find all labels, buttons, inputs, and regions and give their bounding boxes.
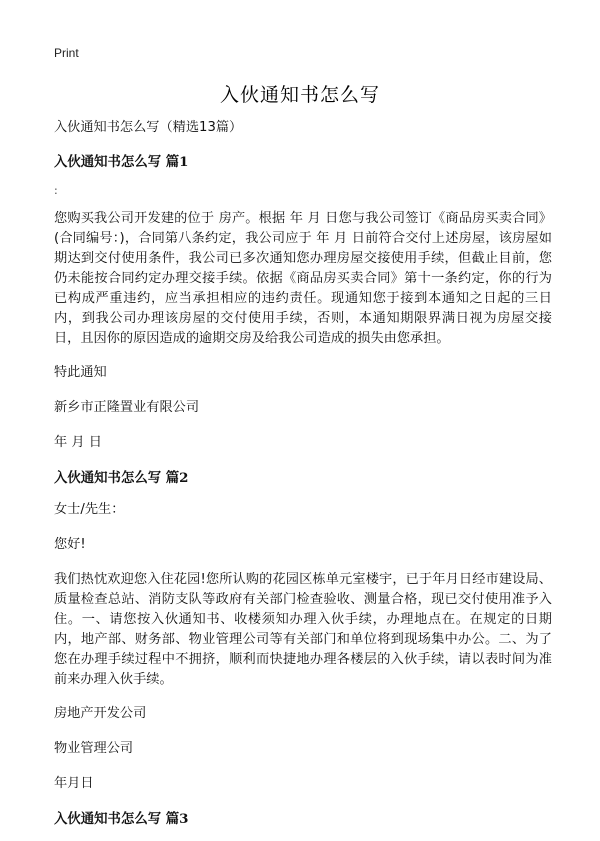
closing-text: 特此通知 [54, 365, 107, 380]
print-link[interactable]: Print [54, 46, 79, 60]
section-colon: : [54, 184, 58, 197]
section-heading: 入伙通知书怎么写 篇2 [54, 470, 189, 486]
date-line: 年月日 [54, 776, 94, 791]
company-name: 物业管理公司 [54, 741, 134, 756]
section-3 [54, 809, 552, 829]
subtitle: 入伙通知书怎么写（精选13篇） [54, 120, 243, 135]
salutation: 女士/先生： [54, 502, 125, 517]
section-2 [54, 468, 552, 794]
document-content [54, 118, 552, 841]
date-line: 年 月 日 [54, 435, 102, 450]
body-paragraph: 我们热忱欢迎您入住花园!您所认购的花园区栋单元室楼宇，已于年月日经市建设局、质量检查总站、消防支队等政府有关部门检查验收、测量合格，现已交付使用准予入住。一、请您按入伙通知书、收楼须知办理入伙手续，办理地点在。在规定的日期内，地产部、财务部、物业管理公司等有关部门和单位将到现场集中办公。二、为了您在办理手续过程中不拥挤，顺利而快捷地办理各楼层的入伙手续，请以表时间为准前来办理入伙手续。 [54, 572, 552, 687]
greeting: 您好! [54, 537, 86, 552]
section-1 [54, 152, 552, 453]
company-name: 新乡市正隆置业有限公司 [54, 400, 200, 415]
body-paragraph: 您购买我公司开发建的位于 房产。根据 年 月 日您与我公司签订《商品房买卖合同》(合同编号：)，合同第八条约定，我公司应于 年 月 日前符合交付上述房屋，该房屋如期达到交付使用条件，我公司已多次通知您办理房屋交接使用手续，但截止目前，您仍未能按合同约定办理交接手续。依据《商品房买卖合同》第十一条约定，你的行为已构成严重违约，应当承担相应的违约责任。现通知您于接到本通知之日起的三日内，到我公司办理该房屋的交付使用手续，否则，本通知期限界满日视为房屋交接日，且因你的原因造成的逾期交房及给我公司造成的损失由您承担。 [54, 211, 552, 346]
company-name: 房地产开发公司 [54, 706, 147, 721]
section-heading: 入伙通知书怎么写 篇3 [54, 811, 189, 827]
page-title: 入伙通知书怎么写 [219, 84, 380, 106]
section-heading: 入伙通知书怎么写 篇1 [54, 154, 189, 170]
